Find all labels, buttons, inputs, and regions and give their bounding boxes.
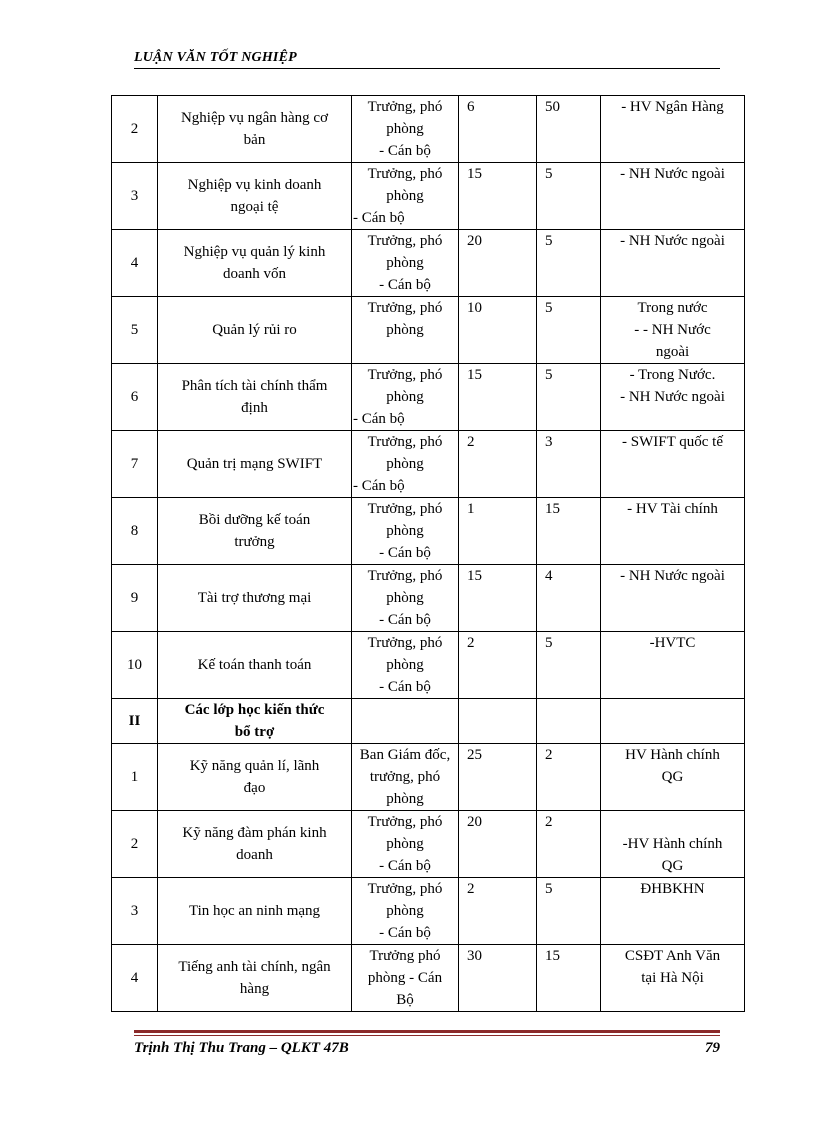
cell-training-place [601, 878, 745, 945]
cell-quantity: 15 [459, 364, 537, 431]
cell-course-name [158, 878, 352, 945]
cell-participants [352, 96, 459, 163]
cell-duration: 2 [537, 811, 601, 878]
cell-participants [352, 297, 459, 364]
cell-line: Quản trị mạng SWIFT [186, 456, 323, 472]
cell-line: - Cán bộ [379, 679, 431, 695]
cell-quantity: 1 [459, 498, 537, 565]
table-row [112, 744, 745, 811]
cell-line: - Cán bộ [379, 612, 431, 628]
cell-quantity: 2 [459, 431, 537, 498]
cell-line: Kế toán thanh toán [197, 657, 312, 673]
cell-line: Phân tích tài chính thẩm [181, 378, 328, 394]
table-row [112, 96, 745, 163]
cell-participants [352, 230, 459, 297]
cell-training-place [601, 565, 745, 632]
cell-line: Các lớp học kiến thức [184, 702, 325, 718]
cell-quantity: 30 [459, 945, 537, 1012]
cell-course-name [158, 498, 352, 565]
cell-line: phòng [386, 657, 424, 673]
cell-line: Trưởng phó [369, 948, 441, 964]
cell-line: phòng [386, 322, 424, 338]
cell-line: Kỹ năng quản lí, lãnh [189, 758, 320, 774]
cell-training-place [601, 431, 745, 498]
cell-line: - Cán bộ [379, 545, 431, 561]
cell-no: 4 [112, 230, 158, 297]
cell-line: Nghiệp vụ ngân hàng cơ [180, 110, 329, 126]
table-row [112, 230, 745, 297]
cell-line: QG [661, 858, 684, 874]
cell-quantity: 6 [459, 96, 537, 163]
cell-line: Tin học an ninh mạng [188, 903, 321, 919]
table-row [112, 811, 745, 878]
cell-no: 6 [112, 364, 158, 431]
cell-line: - - NH Nước [634, 322, 711, 338]
cell-participants [352, 878, 459, 945]
cell-line: Kỹ năng đàm phán kinh [182, 825, 327, 841]
cell-duration: 2 [537, 744, 601, 811]
table-row [112, 498, 745, 565]
cell-line: phòng [386, 590, 424, 606]
cell-duration [537, 699, 601, 744]
cell-quantity [459, 699, 537, 744]
cell-quantity: 2 [459, 878, 537, 945]
cell-course-name [158, 699, 352, 744]
cell-line: trưởng [234, 534, 275, 550]
cell-line: Tài trợ thương mại [197, 590, 312, 606]
cell-line: phòng [386, 121, 424, 137]
cell-line: - NH Nước ngoài [620, 389, 725, 405]
cell-no: 3 [112, 163, 158, 230]
cell-no: 7 [112, 431, 158, 498]
cell-line: - HV Ngân Hàng [621, 99, 724, 115]
cell-participants [352, 632, 459, 699]
cell-line: Nghiệp vụ kinh doanh [187, 177, 322, 193]
page-footer [134, 1040, 720, 1057]
header-rule [134, 68, 720, 69]
cell-training-place [601, 96, 745, 163]
cell-line: tại Hà Nội [641, 970, 704, 986]
cell-duration: 5 [537, 163, 601, 230]
cell-line: - Cán bộ [353, 478, 405, 494]
cell-duration: 5 [537, 878, 601, 945]
cell-line: phòng [386, 188, 424, 204]
cell-no: 9 [112, 565, 158, 632]
cell-quantity: 2 [459, 632, 537, 699]
cell-quantity: 20 [459, 230, 537, 297]
cell-participants [352, 744, 459, 811]
cell-line: CSĐT Anh Văn [624, 948, 721, 964]
cell-no: 5 [112, 297, 158, 364]
cell-line: Nghiệp vụ quản lý kinh [183, 244, 326, 260]
footer-rule-thick [134, 1030, 720, 1033]
training-table [111, 95, 745, 1012]
cell-course-name [158, 431, 352, 498]
cell-course-name [158, 811, 352, 878]
cell-participants [352, 565, 459, 632]
cell-line: phòng [386, 791, 424, 807]
cell-training-place [601, 699, 745, 744]
cell-quantity: 10 [459, 297, 537, 364]
cell-course-name [158, 632, 352, 699]
cell-line: Trưởng, phó [367, 99, 443, 115]
cell-training-place [601, 163, 745, 230]
cell-duration: 5 [537, 297, 601, 364]
cell-participants [352, 699, 459, 744]
cell-duration: 4 [537, 565, 601, 632]
cell-line: ngoài [655, 344, 690, 360]
table-row [112, 297, 745, 364]
cell-line: phòng [386, 456, 424, 472]
cell-line: - NH Nước ngoài [620, 233, 725, 249]
cell-line: phòng [386, 836, 424, 852]
cell-line: phòng - Cán [367, 970, 443, 986]
cell-line: phòng [386, 255, 424, 271]
cell-line: Trưởng, phó [367, 434, 443, 450]
cell-course-name [158, 297, 352, 364]
cell-quantity: 25 [459, 744, 537, 811]
cell-line: - SWIFT quốc tế [622, 434, 723, 450]
cell-course-name [158, 163, 352, 230]
table-row [112, 431, 745, 498]
cell-line: -HV Hành chính [622, 836, 723, 852]
cell-line: QG [661, 769, 684, 785]
cell-line: doanh vốn [223, 266, 286, 282]
cell-line: - HV Tài chính [627, 501, 718, 517]
cell-quantity: 15 [459, 163, 537, 230]
cell-line: - NH Nước ngoài [620, 166, 725, 182]
table-row [112, 945, 745, 1012]
cell-line: Trưởng, phó [367, 881, 443, 897]
cell-course-name [158, 565, 352, 632]
cell-training-place [601, 811, 745, 878]
table-row [112, 565, 745, 632]
footer-rule-thin [134, 1035, 720, 1036]
cell-participants [352, 811, 459, 878]
cell-line: - Cán bộ [353, 411, 405, 427]
cell-line: Ban Giám đốc, [359, 747, 451, 763]
cell-no: 2 [112, 811, 158, 878]
cell-duration: 5 [537, 364, 601, 431]
cell-line: định [241, 400, 268, 416]
cell-participants [352, 498, 459, 565]
cell-duration: 5 [537, 632, 601, 699]
cell-no: 10 [112, 632, 158, 699]
cell-duration: 5 [537, 230, 601, 297]
cell-line: doanh [236, 847, 273, 863]
cell-line: Trưởng, phó [367, 814, 443, 830]
cell-no: II [112, 699, 158, 744]
cell-course-name [158, 230, 352, 297]
cell-duration: 15 [537, 498, 601, 565]
cell-line: - Cán bộ [379, 277, 431, 293]
cell-training-place [601, 498, 745, 565]
cell-line: Tiếng anh tài chính, ngân [178, 959, 331, 975]
cell-line: - Cán bộ [353, 210, 405, 226]
section-row [112, 699, 745, 744]
cell-training-place [601, 744, 745, 811]
cell-line: Trưởng, phó [367, 300, 443, 316]
cell-participants [352, 945, 459, 1012]
cell-training-place [601, 632, 745, 699]
cell-line: trưởng, phó [369, 769, 441, 785]
cell-line: Trưởng, phó [367, 367, 443, 383]
cell-line: hàng [239, 981, 270, 997]
cell-line: phòng [386, 389, 424, 405]
cell-quantity: 20 [459, 811, 537, 878]
table-row [112, 878, 745, 945]
cell-duration: 3 [537, 431, 601, 498]
page-number: 79 [705, 1040, 720, 1056]
cell-line: Bộ [396, 992, 414, 1008]
page-header-title: LUẬN VĂN TỐT NGHIỆP [134, 50, 297, 65]
cell-no: 2 [112, 96, 158, 163]
cell-course-name [158, 96, 352, 163]
cell-course-name [158, 945, 352, 1012]
cell-line: -HVTC [649, 635, 696, 651]
cell-line: - NH Nước ngoài [620, 568, 725, 584]
cell-line: đạo [243, 780, 266, 796]
cell-duration: 50 [537, 96, 601, 163]
cell-line: phòng [386, 903, 424, 919]
cell-line: ĐHBKHN [640, 881, 705, 897]
cell-no: 1 [112, 744, 158, 811]
cell-line: Trưởng, phó [367, 635, 443, 651]
cell-line: Trưởng, phó [367, 568, 443, 584]
cell-training-place [601, 230, 745, 297]
cell-line: - Cán bộ [379, 858, 431, 874]
cell-course-name [158, 744, 352, 811]
cell-line: bổ trợ [234, 724, 275, 740]
table-row [112, 632, 745, 699]
cell-line: Quản lý rủi ro [212, 322, 297, 338]
cell-line: bản [243, 132, 266, 148]
table-row [112, 364, 745, 431]
cell-no: 8 [112, 498, 158, 565]
cell-line: phòng [386, 523, 424, 539]
cell-line: HV Hành chính [625, 747, 720, 763]
cell-participants [352, 431, 459, 498]
cell-line: - Cán bộ [379, 925, 431, 941]
cell-line: Trưởng, phó [367, 501, 443, 517]
cell-line: - Trong Nước. [629, 367, 716, 383]
cell-course-name [158, 364, 352, 431]
cell-training-place [601, 364, 745, 431]
cell-line: Bồi dưỡng kế toán [198, 512, 311, 528]
cell-no: 4 [112, 945, 158, 1012]
cell-line: Trong nước [637, 300, 708, 316]
cell-participants [352, 364, 459, 431]
cell-training-place [601, 945, 745, 1012]
cell-line: Trưởng, phó [367, 233, 443, 249]
table-row [112, 163, 745, 230]
cell-no: 3 [112, 878, 158, 945]
cell-quantity: 15 [459, 565, 537, 632]
cell-participants [352, 163, 459, 230]
cell-duration: 15 [537, 945, 601, 1012]
cell-line: - Cán bộ [379, 143, 431, 159]
cell-line: ngoại tệ [230, 199, 279, 215]
cell-line [603, 811, 742, 833]
cell-line: Trưởng, phó [367, 166, 443, 182]
footer-author: Trịnh Thị Thu Trang – QLKT 47B [134, 1040, 349, 1056]
cell-training-place [601, 297, 745, 364]
